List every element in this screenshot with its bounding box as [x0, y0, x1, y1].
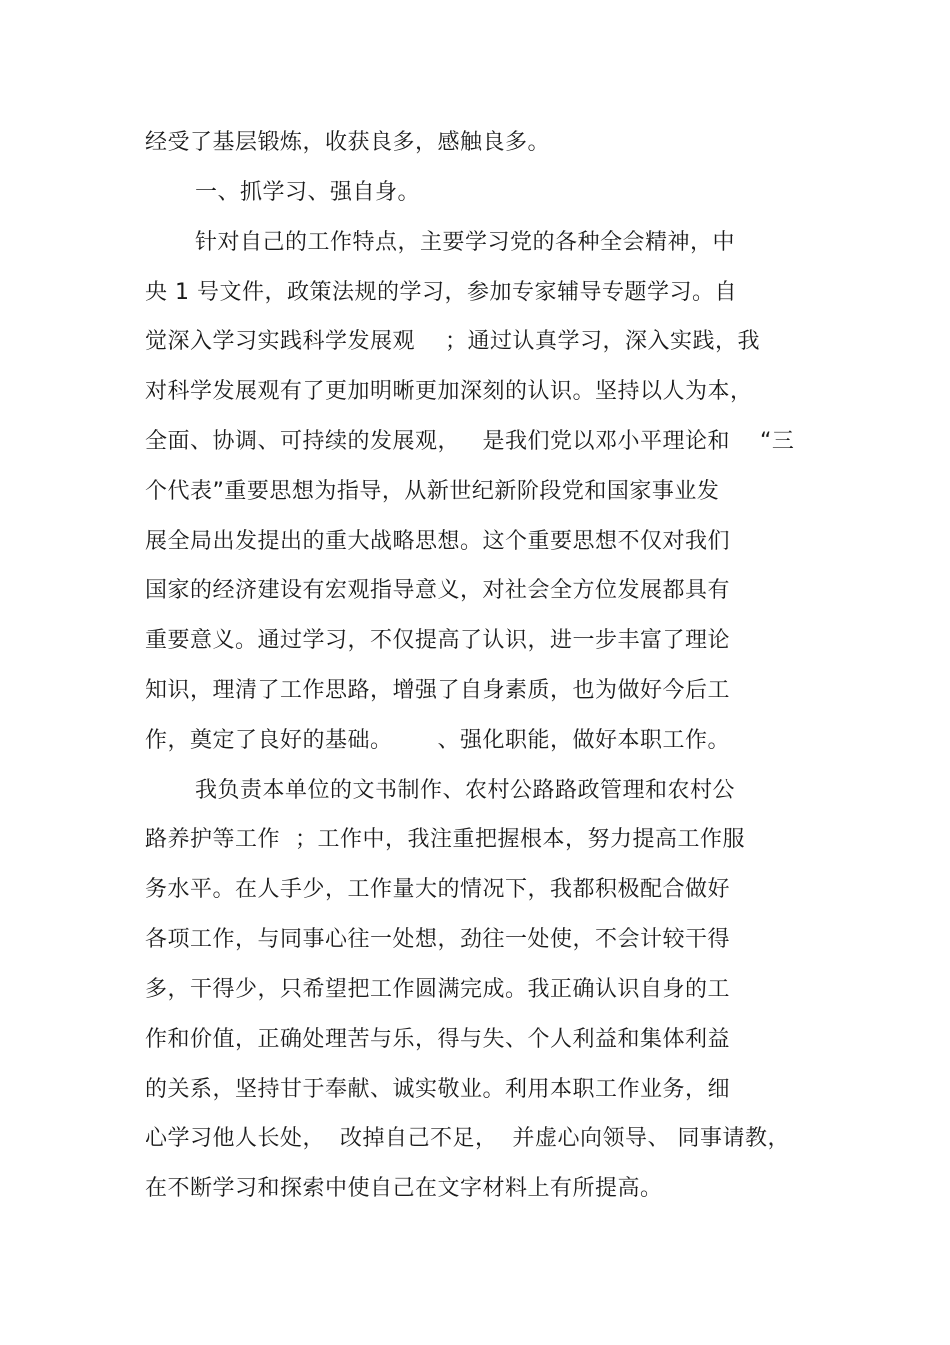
text-line: 对科学发展观有了更加明晰更加深刻的认识。坚持以人为本，	[145, 379, 753, 404]
text-line: 全面、协调、可持续的发展观， 是我们党以邓小平理论和 “三	[145, 429, 795, 454]
text-line: 务水平。在人手少，工作量大的情况下，我都积极配合做好	[145, 877, 731, 902]
text-line: 知识，理清了工作思路，增强了自身素质，也为做好今后工	[145, 678, 731, 703]
text-line: 针对自己的工作特点，主要学习党的各种全会精神，中	[195, 230, 736, 255]
text-line: 的关系，坚持甘于奉献、诚实敬业。利用本职工作业务，细	[145, 1077, 731, 1102]
text-line: 在不断学习和探索中使自己在文字材料上有所提高。	[145, 1176, 663, 1201]
text-line: 我负责本单位的文书制作、农村公路路政管理和农村公	[195, 778, 736, 803]
text-line: 个代表”重要思想为指导，从新世纪新阶段党和国家事业发	[145, 479, 720, 504]
text-line: 各项工作，与同事心往一处想，劲往一处使，不会计较干得	[145, 927, 731, 952]
text-line: 重要意义。通过学习，不仅提高了认识，进一步丰富了理论	[145, 628, 731, 653]
text-line: 国家的经济建设有宏观指导意义，对社会全方位发展都具有	[145, 578, 731, 603]
text-line: 展全局出发提出的重大战略思想。这个重要思想不仅对我们	[145, 529, 731, 554]
text-line: 央 1 号文件，政策法规的学习，参加专家辅导专题学习。自	[145, 280, 737, 305]
text-line: 多，干得少，只希望把工作圆满完成。我正确认识自身的工	[145, 977, 731, 1002]
text-line: 路养护等工作 ；工作中，我注重把握根本，努力提高工作服	[145, 827, 745, 852]
text-line: 作，奠定了良好的基础。 、强化职能，做好本职工作。	[145, 728, 730, 753]
text-line: 觉深入学习实践科学发展观 ；通过认真学习，深入实践，我	[145, 329, 760, 354]
text-line: 心学习他人长处， 改掉自己不足， 并虚心向领导、 同事请教，	[145, 1126, 790, 1151]
text-line: 经受了基层锻炼，收获良多，感触良多。	[145, 130, 551, 155]
text-line: 作和价值，正确处理苦与乐，得与失、个人利益和集体利益	[145, 1027, 731, 1052]
section-heading: 一、抓学习、强自身。	[195, 180, 421, 205]
